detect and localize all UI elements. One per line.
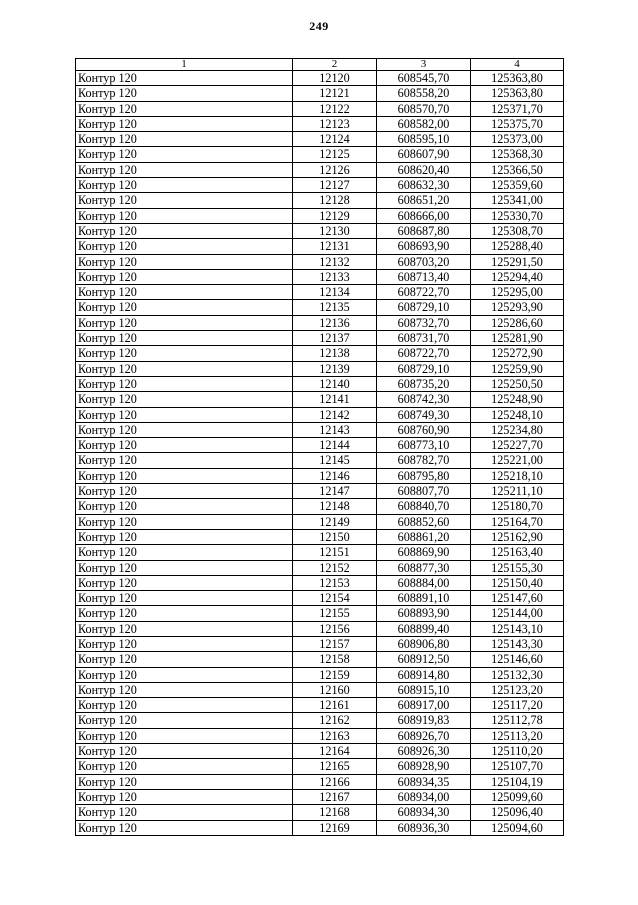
cell-point-number: 12128: [293, 193, 377, 208]
table-row: [76, 86, 564, 101]
table-row: [76, 789, 564, 804]
cell-contour-name: Контур 120: [76, 652, 293, 667]
table-row: [76, 682, 564, 697]
cell-x-coordinate: 608884,00: [377, 575, 471, 590]
cell-contour-name: Контур 120: [76, 499, 293, 514]
cell-contour-name: Контур 120: [76, 346, 293, 361]
table-row: [76, 208, 564, 223]
cell-contour-name: Контур 120: [76, 682, 293, 697]
table-row: [76, 178, 564, 193]
cell-x-coordinate: 608807,70: [377, 484, 471, 499]
cell-contour-name: Контур 120: [76, 422, 293, 437]
cell-x-coordinate: 608713,40: [377, 269, 471, 284]
table-row: [76, 269, 564, 284]
cell-y-coordinate: 125094,60: [471, 820, 564, 835]
cell-x-coordinate: 608912,50: [377, 652, 471, 667]
cell-x-coordinate: 608558,20: [377, 86, 471, 101]
cell-point-number: 12138: [293, 346, 377, 361]
cell-point-number: 12132: [293, 254, 377, 269]
cell-point-number: 12123: [293, 116, 377, 131]
cell-x-coordinate: 608773,10: [377, 438, 471, 453]
cell-y-coordinate: 125218,10: [471, 468, 564, 483]
header-col-4: 4: [471, 59, 564, 71]
cell-x-coordinate: 608722,70: [377, 285, 471, 300]
table-row: [76, 606, 564, 621]
table-row: [76, 346, 564, 361]
cell-y-coordinate: 125211,10: [471, 484, 564, 499]
cell-x-coordinate: 608582,00: [377, 116, 471, 131]
cell-contour-name: Контур 120: [76, 713, 293, 728]
cell-contour-name: Контур 120: [76, 529, 293, 544]
cell-contour-name: Контур 120: [76, 208, 293, 223]
cell-x-coordinate: 608742,30: [377, 392, 471, 407]
cell-y-coordinate: 125308,70: [471, 223, 564, 238]
cell-x-coordinate: 608731,70: [377, 331, 471, 346]
cell-y-coordinate: 125288,40: [471, 239, 564, 254]
cell-point-number: 12136: [293, 315, 377, 330]
cell-y-coordinate: 125143,10: [471, 621, 564, 636]
table-row: [76, 621, 564, 636]
cell-y-coordinate: 125104,19: [471, 774, 564, 789]
cell-x-coordinate: 608607,90: [377, 147, 471, 162]
table-row: [76, 132, 564, 147]
cell-point-number: 12146: [293, 468, 377, 483]
cell-x-coordinate: 608852,60: [377, 514, 471, 529]
cell-point-number: 12129: [293, 208, 377, 223]
cell-point-number: 12140: [293, 376, 377, 391]
table-row: [76, 376, 564, 391]
cell-contour-name: Контур 120: [76, 774, 293, 789]
table-row: [76, 591, 564, 606]
cell-x-coordinate: 608722,70: [377, 346, 471, 361]
cell-contour-name: Контур 120: [76, 162, 293, 177]
cell-contour-name: Контур 120: [76, 759, 293, 774]
cell-contour-name: Контур 120: [76, 178, 293, 193]
cell-contour-name: Контур 120: [76, 591, 293, 606]
cell-y-coordinate: 125147,60: [471, 591, 564, 606]
cell-point-number: 12149: [293, 514, 377, 529]
cell-x-coordinate: 608934,30: [377, 805, 471, 820]
cell-y-coordinate: 125180,70: [471, 499, 564, 514]
table-row: [76, 636, 564, 651]
cell-y-coordinate: 125366,50: [471, 162, 564, 177]
cell-point-number: 12167: [293, 789, 377, 804]
cell-point-number: 12145: [293, 453, 377, 468]
table-row: [76, 331, 564, 346]
cell-point-number: 12157: [293, 636, 377, 651]
table-row: [76, 162, 564, 177]
table-row: [76, 438, 564, 453]
cell-point-number: 12166: [293, 774, 377, 789]
cell-point-number: 12163: [293, 728, 377, 743]
cell-point-number: 12134: [293, 285, 377, 300]
cell-contour-name: Контур 120: [76, 820, 293, 835]
cell-contour-name: Контур 120: [76, 331, 293, 346]
cell-contour-name: Контур 120: [76, 86, 293, 101]
cell-y-coordinate: 125293,90: [471, 300, 564, 315]
table-row: [76, 71, 564, 86]
table-row: [76, 407, 564, 422]
table-row: [76, 575, 564, 590]
cell-y-coordinate: 125155,30: [471, 560, 564, 575]
cell-point-number: 12120: [293, 71, 377, 86]
table-row: [76, 713, 564, 728]
cell-x-coordinate: 608732,70: [377, 315, 471, 330]
cell-y-coordinate: 125146,60: [471, 652, 564, 667]
cell-y-coordinate: 125259,90: [471, 361, 564, 376]
cell-point-number: 12142: [293, 407, 377, 422]
cell-point-number: 12168: [293, 805, 377, 820]
table-row: [76, 453, 564, 468]
cell-y-coordinate: 125363,80: [471, 71, 564, 86]
cell-point-number: 12121: [293, 86, 377, 101]
table-row: [76, 361, 564, 376]
cell-x-coordinate: 608891,10: [377, 591, 471, 606]
table-row: [76, 744, 564, 759]
cell-point-number: 12153: [293, 575, 377, 590]
cell-point-number: 12127: [293, 178, 377, 193]
cell-x-coordinate: 608729,10: [377, 361, 471, 376]
cell-x-coordinate: 608869,90: [377, 545, 471, 560]
cell-y-coordinate: 125234,80: [471, 422, 564, 437]
cell-point-number: 12158: [293, 652, 377, 667]
table-row: [76, 698, 564, 713]
cell-y-coordinate: 125227,70: [471, 438, 564, 453]
cell-x-coordinate: 608934,35: [377, 774, 471, 789]
cell-y-coordinate: 125281,90: [471, 331, 564, 346]
cell-point-number: 12155: [293, 606, 377, 621]
cell-point-number: 12164: [293, 744, 377, 759]
cell-y-coordinate: 125373,00: [471, 132, 564, 147]
table-row: [76, 652, 564, 667]
cell-contour-name: Контур 120: [76, 575, 293, 590]
cell-contour-name: Контур 120: [76, 789, 293, 804]
cell-y-coordinate: 125221,00: [471, 453, 564, 468]
cell-contour-name: Контур 120: [76, 315, 293, 330]
cell-point-number: 12141: [293, 392, 377, 407]
cell-y-coordinate: 125294,40: [471, 269, 564, 284]
cell-y-coordinate: 125363,80: [471, 86, 564, 101]
cell-contour-name: Контур 120: [76, 254, 293, 269]
table-row: [76, 545, 564, 560]
cell-y-coordinate: 125330,70: [471, 208, 564, 223]
cell-contour-name: Контур 120: [76, 468, 293, 483]
table-row: [76, 147, 564, 162]
cell-x-coordinate: 608749,30: [377, 407, 471, 422]
coordinates-table: [75, 58, 564, 836]
cell-contour-name: Контур 120: [76, 438, 293, 453]
cell-point-number: 12154: [293, 591, 377, 606]
cell-x-coordinate: 608919,83: [377, 713, 471, 728]
cell-point-number: 12162: [293, 713, 377, 728]
cell-x-coordinate: 608666,00: [377, 208, 471, 223]
cell-point-number: 12169: [293, 820, 377, 835]
cell-y-coordinate: 125291,50: [471, 254, 564, 269]
cell-contour-name: Контур 120: [76, 101, 293, 116]
cell-y-coordinate: 125248,90: [471, 392, 564, 407]
table-header-row: [76, 59, 564, 71]
cell-contour-name: Контур 120: [76, 193, 293, 208]
cell-x-coordinate: 608545,70: [377, 71, 471, 86]
cell-x-coordinate: 608926,70: [377, 728, 471, 743]
cell-x-coordinate: 608899,40: [377, 621, 471, 636]
cell-x-coordinate: 608595,10: [377, 132, 471, 147]
table-row: [76, 116, 564, 131]
cell-y-coordinate: 125113,20: [471, 728, 564, 743]
cell-point-number: 12126: [293, 162, 377, 177]
table-row: [76, 315, 564, 330]
cell-contour-name: Контур 120: [76, 223, 293, 238]
cell-x-coordinate: 608632,30: [377, 178, 471, 193]
cell-contour-name: Контур 120: [76, 116, 293, 131]
table-row: [76, 805, 564, 820]
cell-y-coordinate: 125144,00: [471, 606, 564, 621]
cell-point-number: 12148: [293, 499, 377, 514]
cell-y-coordinate: 125250,50: [471, 376, 564, 391]
cell-point-number: 12137: [293, 331, 377, 346]
cell-contour-name: Контур 120: [76, 300, 293, 315]
cell-contour-name: Контур 120: [76, 269, 293, 284]
table-row: [76, 514, 564, 529]
table-row: [76, 820, 564, 835]
table-row: [76, 101, 564, 116]
table-row: [76, 667, 564, 682]
cell-y-coordinate: 125359,60: [471, 178, 564, 193]
cell-contour-name: Контур 120: [76, 514, 293, 529]
cell-y-coordinate: 125163,40: [471, 545, 564, 560]
cell-x-coordinate: 608926,30: [377, 744, 471, 759]
cell-x-coordinate: 608893,90: [377, 606, 471, 621]
cell-y-coordinate: 125272,90: [471, 346, 564, 361]
table-row: [76, 193, 564, 208]
cell-point-number: 12144: [293, 438, 377, 453]
cell-x-coordinate: 608570,70: [377, 101, 471, 116]
cell-point-number: 12125: [293, 147, 377, 162]
cell-x-coordinate: 608782,70: [377, 453, 471, 468]
cell-contour-name: Контур 120: [76, 606, 293, 621]
cell-contour-name: Контур 120: [76, 239, 293, 254]
cell-y-coordinate: 125143,30: [471, 636, 564, 651]
cell-y-coordinate: 125341,00: [471, 193, 564, 208]
cell-x-coordinate: 608906,80: [377, 636, 471, 651]
cell-contour-name: Контур 120: [76, 361, 293, 376]
cell-point-number: 12150: [293, 529, 377, 544]
header-col-1: 1: [76, 59, 293, 71]
cell-contour-name: Контур 120: [76, 667, 293, 682]
cell-x-coordinate: 608934,00: [377, 789, 471, 804]
cell-y-coordinate: 125248,10: [471, 407, 564, 422]
cell-point-number: 12131: [293, 239, 377, 254]
cell-y-coordinate: 125132,30: [471, 667, 564, 682]
table-row: [76, 300, 564, 315]
cell-y-coordinate: 125110,20: [471, 744, 564, 759]
cell-contour-name: Контур 120: [76, 805, 293, 820]
table-row: [76, 392, 564, 407]
cell-contour-name: Контур 120: [76, 407, 293, 422]
cell-x-coordinate: 608687,80: [377, 223, 471, 238]
cell-x-coordinate: 608729,10: [377, 300, 471, 315]
cell-point-number: 12160: [293, 682, 377, 697]
cell-contour-name: Контур 120: [76, 698, 293, 713]
cell-x-coordinate: 608915,10: [377, 682, 471, 697]
table-row: [76, 499, 564, 514]
cell-x-coordinate: 608735,20: [377, 376, 471, 391]
page-number: 249: [309, 19, 329, 33]
cell-y-coordinate: 125295,00: [471, 285, 564, 300]
cell-point-number: 12161: [293, 698, 377, 713]
cell-contour-name: Контур 120: [76, 132, 293, 147]
cell-point-number: 12122: [293, 101, 377, 116]
header-col-3: 3: [377, 59, 471, 71]
cell-contour-name: Контур 120: [76, 728, 293, 743]
cell-contour-name: Контур 120: [76, 147, 293, 162]
cell-contour-name: Контур 120: [76, 392, 293, 407]
cell-y-coordinate: 125107,70: [471, 759, 564, 774]
cell-x-coordinate: 608795,80: [377, 468, 471, 483]
cell-y-coordinate: 125286,60: [471, 315, 564, 330]
cell-y-coordinate: 125117,20: [471, 698, 564, 713]
cell-y-coordinate: 125164,70: [471, 514, 564, 529]
cell-point-number: 12139: [293, 361, 377, 376]
cell-contour-name: Контур 120: [76, 285, 293, 300]
cell-y-coordinate: 125162,90: [471, 529, 564, 544]
table-row: [76, 560, 564, 575]
cell-point-number: 12135: [293, 300, 377, 315]
cell-x-coordinate: 608651,20: [377, 193, 471, 208]
table-row: [76, 468, 564, 483]
table-row: [76, 529, 564, 544]
cell-point-number: 12156: [293, 621, 377, 636]
cell-contour-name: Контур 120: [76, 560, 293, 575]
cell-x-coordinate: 608928,90: [377, 759, 471, 774]
cell-contour-name: Контур 120: [76, 376, 293, 391]
table-row: [76, 759, 564, 774]
cell-contour-name: Контур 120: [76, 545, 293, 560]
cell-x-coordinate: 608877,30: [377, 560, 471, 575]
cell-y-coordinate: 125368,30: [471, 147, 564, 162]
cell-x-coordinate: 608703,20: [377, 254, 471, 269]
table-row: [76, 774, 564, 789]
cell-point-number: 12159: [293, 667, 377, 682]
cell-point-number: 12130: [293, 223, 377, 238]
cell-contour-name: Контур 120: [76, 621, 293, 636]
cell-point-number: 12133: [293, 269, 377, 284]
cell-x-coordinate: 608936,30: [377, 820, 471, 835]
cell-x-coordinate: 608693,90: [377, 239, 471, 254]
cell-y-coordinate: 125375,70: [471, 116, 564, 131]
cell-contour-name: Контур 120: [76, 744, 293, 759]
cell-point-number: 12165: [293, 759, 377, 774]
cell-y-coordinate: 125123,20: [471, 682, 564, 697]
cell-point-number: 12151: [293, 545, 377, 560]
cell-contour-name: Контур 120: [76, 484, 293, 499]
table-body: [76, 71, 564, 836]
table-row: [76, 728, 564, 743]
table-row: [76, 254, 564, 269]
cell-y-coordinate: 125096,40: [471, 805, 564, 820]
cell-point-number: 12147: [293, 484, 377, 499]
table-row: [76, 484, 564, 499]
cell-x-coordinate: 608917,00: [377, 698, 471, 713]
cell-x-coordinate: 608620,40: [377, 162, 471, 177]
header-col-2: 2: [293, 59, 377, 71]
cell-contour-name: Контур 120: [76, 453, 293, 468]
cell-y-coordinate: 125112,78: [471, 713, 564, 728]
cell-x-coordinate: 608840,70: [377, 499, 471, 514]
cell-contour-name: Контур 120: [76, 636, 293, 651]
table-row: [76, 223, 564, 238]
cell-y-coordinate: 125099,60: [471, 789, 564, 804]
cell-x-coordinate: 608914,80: [377, 667, 471, 682]
cell-point-number: 12152: [293, 560, 377, 575]
table-row: [76, 422, 564, 437]
table-row: [76, 285, 564, 300]
cell-point-number: 12143: [293, 422, 377, 437]
cell-contour-name: Контур 120: [76, 71, 293, 86]
cell-y-coordinate: 125371,70: [471, 101, 564, 116]
table-row: [76, 239, 564, 254]
cell-y-coordinate: 125150,40: [471, 575, 564, 590]
cell-x-coordinate: 608861,20: [377, 529, 471, 544]
cell-x-coordinate: 608760,90: [377, 422, 471, 437]
cell-point-number: 12124: [293, 132, 377, 147]
